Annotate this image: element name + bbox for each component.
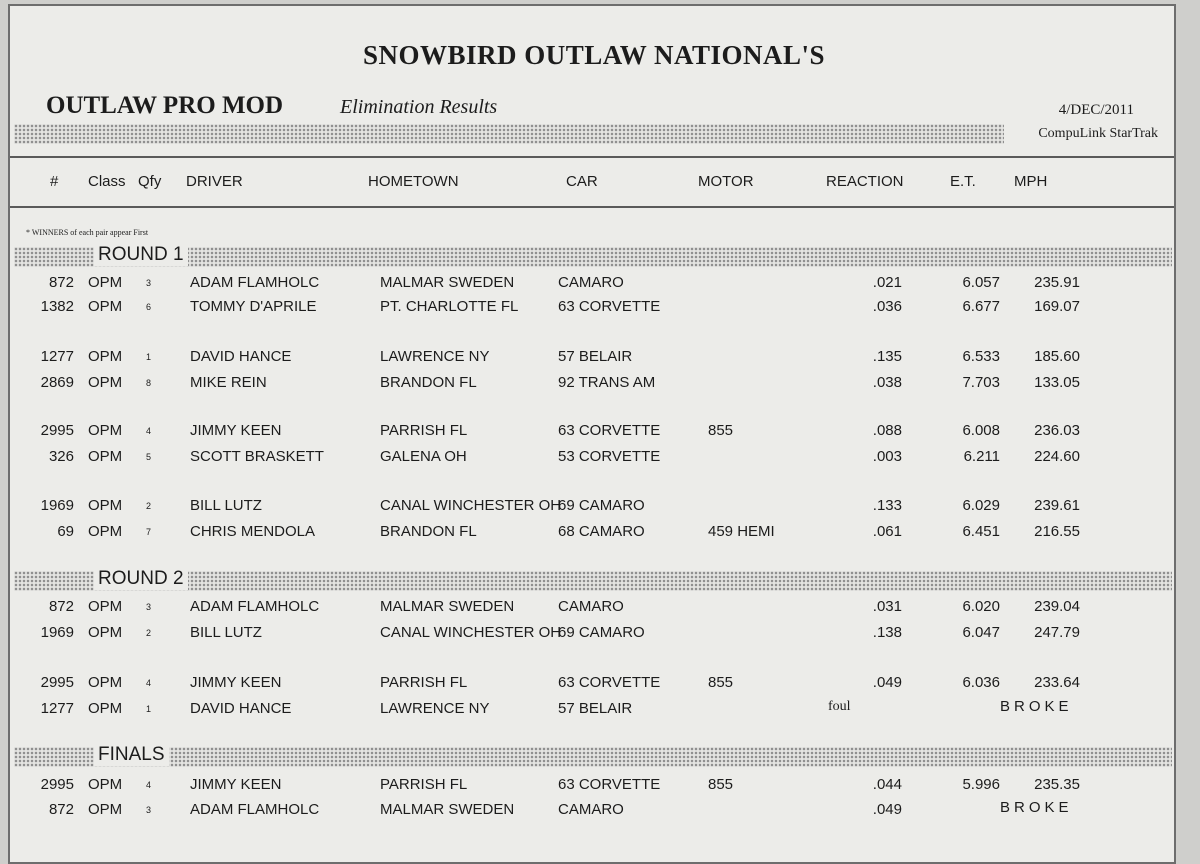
- cell-driver: TOMMY D'APRILE: [190, 298, 317, 315]
- cell-num: 326: [48, 448, 74, 465]
- cell-hometown: MALMAR SWEDEN: [380, 801, 515, 818]
- cell-reaction: .133: [872, 497, 902, 514]
- cell-class: OPM: [88, 348, 123, 365]
- cell-mph: 235.35: [1034, 776, 1080, 793]
- cell-mph: 133.05: [1034, 374, 1080, 391]
- cell-reaction: .049: [872, 674, 902, 691]
- cell-et: 6.036: [962, 674, 1000, 691]
- cell-et: 6.020: [962, 598, 1000, 615]
- cell-hometown: PARRISH FL: [380, 422, 468, 439]
- cell-class: OPM: [88, 523, 123, 540]
- cell-qfy: 7: [146, 527, 152, 537]
- cell-mph: 235.91: [1034, 274, 1080, 291]
- cell-num: 2869: [40, 374, 74, 391]
- header-rule-top: [10, 156, 1174, 158]
- cell-driver: JIMMY KEEN: [190, 776, 282, 793]
- cell-car: 69 CAMARO: [558, 624, 645, 641]
- cell-class: OPM: [88, 776, 123, 793]
- cell-hometown: MALMAR SWEDEN: [380, 274, 515, 291]
- cell-mph: 224.60: [1034, 448, 1080, 465]
- cell-mph: 236.03: [1034, 422, 1080, 439]
- cell-driver: BILL LUTZ: [190, 497, 262, 514]
- cell-class: OPM: [88, 422, 123, 439]
- cell-qfy: 4: [146, 780, 152, 790]
- cell-hometown: PARRISH FL: [380, 776, 468, 793]
- cell-motor: 459 HEMI: [708, 523, 775, 540]
- cell-mph: 233.64: [1034, 674, 1080, 691]
- cell-car: 68 CAMARO: [558, 523, 645, 540]
- section-dot-band: [14, 571, 1172, 591]
- cell-qfy: 8: [146, 378, 152, 388]
- cell-hometown: LAWRENCE NY: [380, 348, 490, 365]
- cell-motor: 855: [708, 776, 734, 793]
- cell-num: 872: [48, 598, 74, 615]
- section-title: FINALS: [94, 744, 169, 766]
- cell-car: 69 CAMARO: [558, 497, 645, 514]
- cell-qfy: 4: [146, 678, 152, 688]
- col-header-class: Class: [88, 173, 126, 190]
- cell-qfy: 2: [146, 501, 152, 511]
- cell-class: OPM: [88, 497, 123, 514]
- cell-qfy: 3: [146, 602, 152, 612]
- results-label: Elimination Results: [340, 96, 498, 118]
- winners-note: * WINNERS of each pair appear First: [26, 228, 149, 237]
- cell-num: 1277: [40, 700, 74, 717]
- cell-driver: ADAM FLAMHOLC: [190, 598, 320, 615]
- cell-qfy: 1: [146, 704, 152, 714]
- cell-mph: 239.04: [1034, 598, 1080, 615]
- timing-system: CompuLink StarTrak: [1038, 126, 1158, 141]
- cell-car: 63 CORVETTE: [558, 776, 661, 793]
- cell-mph: 185.60: [1034, 348, 1080, 365]
- cell-num: 1969: [40, 624, 74, 641]
- cell-reaction: .021: [872, 274, 902, 291]
- cell-hometown: PT. CHARLOTTE FL: [380, 298, 519, 315]
- cell-qfy: 6: [146, 302, 152, 312]
- cell-et: 6.211: [963, 448, 1000, 465]
- cell-driver: BILL LUTZ: [190, 624, 262, 641]
- cell-car: 57 BELAIR: [558, 348, 633, 365]
- cell-car: 63 CORVETTE: [558, 674, 661, 691]
- cell-et: 7.703: [962, 374, 1000, 391]
- cell-car: 57 BELAIR: [558, 700, 633, 717]
- cell-hometown: CANAL WINCHESTER OH: [380, 624, 562, 641]
- cell-reaction: .003: [872, 448, 902, 465]
- cell-class: OPM: [88, 674, 123, 691]
- cell-reaction: .044: [872, 776, 902, 793]
- cell-qfy: 5: [146, 452, 152, 462]
- cell-reaction: .036: [872, 298, 902, 315]
- col-header-qfy: Qfy: [138, 173, 162, 190]
- cell-motor: 855: [708, 422, 734, 439]
- cell-hometown: PARRISH FL: [380, 674, 468, 691]
- cell-reaction: .031: [872, 598, 902, 615]
- cell-result: BROKE: [1000, 698, 1073, 715]
- cell-reaction: .061: [872, 523, 902, 540]
- col-header-motor: MOTOR: [698, 173, 754, 190]
- cell-car: CAMARO: [558, 598, 624, 615]
- cell-num: 2995: [40, 422, 74, 439]
- cell-car: 63 CORVETTE: [558, 298, 661, 315]
- col-header-driver: DRIVER: [186, 173, 243, 190]
- cell-num: 69: [57, 523, 74, 540]
- cell-et: 6.677: [962, 298, 1000, 315]
- cell-driver: JIMMY KEEN: [190, 422, 282, 439]
- cell-qfy: 3: [146, 805, 152, 815]
- cell-reaction: .135: [872, 348, 902, 365]
- cell-driver: ADAM FLAMHOLC: [190, 274, 320, 291]
- header-dot-band: [14, 124, 1004, 144]
- class-title: OUTLAW PRO MOD: [46, 92, 284, 119]
- cell-driver: DAVID HANCE: [190, 348, 292, 365]
- cell-mph: 239.61: [1034, 497, 1080, 514]
- cell-hometown: LAWRENCE NY: [380, 700, 490, 717]
- cell-et: 6.451: [962, 523, 1000, 540]
- col-header-et: E.T.: [950, 173, 976, 190]
- cell-reaction: .049: [872, 801, 902, 818]
- cell-class: OPM: [88, 700, 123, 717]
- cell-car: 92 TRANS AM: [558, 374, 656, 391]
- cell-et: 6.057: [962, 274, 1000, 291]
- cell-class: OPM: [88, 448, 123, 465]
- cell-class: OPM: [88, 298, 123, 315]
- cell-driver: SCOTT BRASKETT: [190, 448, 324, 465]
- cell-class: OPM: [88, 598, 123, 615]
- cell-driver: JIMMY KEEN: [190, 674, 282, 691]
- cell-qfy: 2: [146, 628, 152, 638]
- cell-mph: 247.79: [1034, 624, 1080, 641]
- cell-num: 872: [48, 274, 74, 291]
- col-header-mph: MPH: [1014, 173, 1048, 190]
- event-title: SNOWBIRD OUTLAW NATIONAL'S: [362, 40, 826, 70]
- cell-num: 1382: [40, 298, 74, 315]
- cell-num: 2995: [40, 674, 74, 691]
- results-sheet: [8, 4, 1176, 864]
- cell-qfy: 4: [146, 426, 152, 436]
- header-rule-bottom: [10, 206, 1174, 208]
- cell-class: OPM: [88, 624, 123, 641]
- cell-et: 5.996: [962, 776, 1000, 793]
- cell-car: CAMARO: [558, 801, 624, 818]
- cell-hometown: BRANDON FL: [380, 523, 477, 540]
- cell-et: 6.029: [962, 497, 1000, 514]
- cell-class: OPM: [88, 801, 123, 818]
- cell-et: 6.047: [962, 624, 1000, 641]
- cell-car: 63 CORVETTE: [558, 422, 661, 439]
- cell-reaction: .038: [872, 374, 902, 391]
- cell-hometown: MALMAR SWEDEN: [380, 598, 515, 615]
- cell-car: 53 CORVETTE: [558, 448, 661, 465]
- section-dot-band: [14, 247, 1172, 267]
- section-title: ROUND 1: [94, 244, 188, 266]
- cell-qfy: 3: [146, 278, 152, 288]
- cell-car: CAMARO: [558, 274, 624, 291]
- cell-driver: DAVID HANCE: [190, 700, 292, 717]
- cell-class: OPM: [88, 274, 123, 291]
- col-header-car: CAR: [566, 173, 598, 190]
- cell-et: 6.008: [962, 422, 1000, 439]
- cell-num: 872: [48, 801, 74, 818]
- cell-reaction: .088: [872, 422, 902, 439]
- section-title: ROUND 2: [94, 568, 188, 590]
- col-header-num: #: [50, 173, 59, 190]
- cell-num: 1277: [40, 348, 74, 365]
- cell-class: OPM: [88, 374, 123, 391]
- cell-result: BROKE: [1000, 799, 1073, 816]
- cell-hometown: GALENA OH: [380, 448, 467, 465]
- cell-num: 1969: [40, 497, 74, 514]
- cell-driver: ADAM FLAMHOLC: [190, 801, 320, 818]
- cell-hometown: BRANDON FL: [380, 374, 477, 391]
- cell-hometown: CANAL WINCHESTER OH: [380, 497, 562, 514]
- col-header-hometown: HOMETOWN: [368, 173, 459, 190]
- cell-reaction: .138: [872, 624, 902, 641]
- cell-driver: CHRIS MENDOLA: [190, 523, 316, 540]
- event-date: 4/DEC/2011: [1058, 102, 1134, 118]
- cell-motor: 855: [708, 674, 734, 691]
- cell-mph: 169.07: [1034, 298, 1080, 315]
- cell-foul: foul: [828, 699, 851, 714]
- cell-num: 2995: [40, 776, 74, 793]
- section-dot-band: [14, 747, 1172, 767]
- cell-et: 6.533: [962, 348, 1000, 365]
- col-header-reaction: REACTION: [826, 173, 904, 190]
- cell-mph: 216.55: [1034, 523, 1080, 540]
- cell-qfy: 1: [146, 352, 152, 362]
- cell-driver: MIKE REIN: [190, 374, 267, 391]
